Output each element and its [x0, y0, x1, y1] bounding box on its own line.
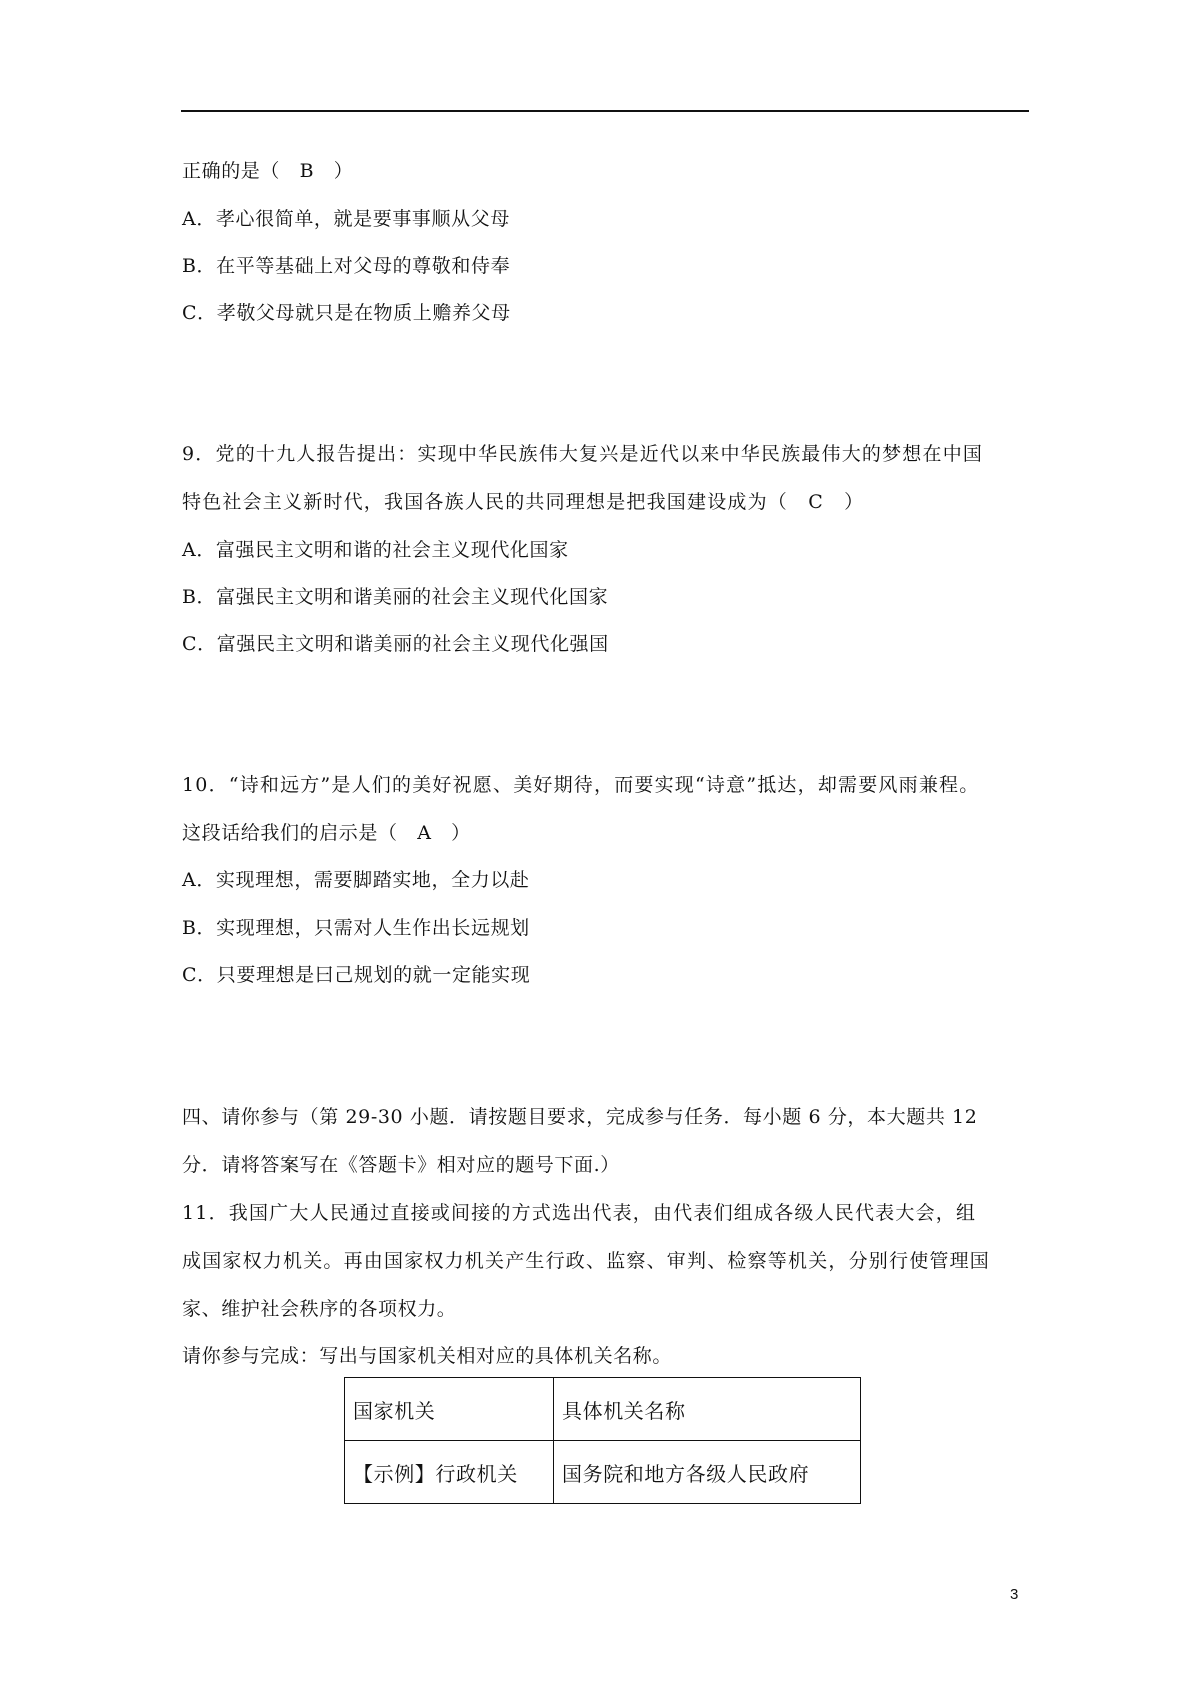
q10-stem-line-1: 10．“诗和远方”是人们的美好祝愿、美好期待，而要实现“诗意”抵达，却需要风雨兼程。 — [182, 774, 980, 796]
q8-option-a: A．孝心很简单，就是要事事顺从父母 — [182, 208, 510, 230]
q11-stem-line-2: 成国家权力机关。再由国家权力机关产生行政、监察、审判、检察等机关，分别行使管理国 — [182, 1250, 991, 1272]
q8-stem-tail: 正确的是（ B ） — [182, 160, 354, 182]
q11-stem-line-1: 11．我国广大人民通过直接或间接的方式选出代表，由代表们组成各级人民代表大会，组 — [182, 1202, 977, 1224]
table-cell: 国务院和地方各级人民政府 — [554, 1441, 861, 1504]
section-4-heading-line-2: 分．请将答案写在《答题卡》相对应的题号下面.） — [182, 1154, 620, 1176]
q10-option-b: B．实现理想，只需对人生作出长远规划 — [182, 917, 530, 939]
q9-option-b: B．富强民主文明和谐美丽的社会主义现代化国家 — [182, 586, 609, 608]
table-header-cell: 国家机关 — [345, 1378, 554, 1441]
table-header-cell: 具体机关名称 — [554, 1378, 861, 1441]
q9-option-a: A．富强民主文明和谐的社会主义现代化国家 — [182, 539, 569, 561]
q10-stem-line-2: 这段话给我们的启示是（ A ） — [182, 822, 471, 844]
q9-stem-line-1: 9．党的十九人报告提出：实现中华民族伟大复兴是近代以来中华民族最伟大的梦想在中国 — [182, 443, 984, 465]
q9-stem-line-2: 特色社会主义新时代，我国各族人民的共同理想是把我国建设成为（ C ） — [182, 491, 865, 513]
table-header-row — [345, 1378, 861, 1441]
table-cell: 【示例】行政机关 — [345, 1441, 554, 1504]
q10-option-a: A．实现理想，需要脚踏实地，全力以赴 — [182, 869, 530, 891]
header-rule — [181, 110, 1029, 112]
page-number: 3 — [1010, 1586, 1019, 1603]
q9-option-c: C．富强民主文明和谐美丽的社会主义现代化强国 — [182, 633, 609, 655]
q8-option-b: B．在平等基础上对父母的尊敬和侍奉 — [182, 255, 511, 277]
q10-option-c: C．只要理想是曰己规划的就一定能实现 — [182, 964, 531, 986]
q8-option-c: C．孝敬父母就只是在物质上赡养父母 — [182, 302, 511, 324]
q11-instruction: 请你参与完成：写出与国家机关相对应的具体机关名称。 — [182, 1345, 673, 1367]
table-row — [345, 1441, 861, 1504]
state-organs-table — [344, 1377, 861, 1504]
section-4-heading-line-1: 四、请你参与（第 29-30 小题．请按题目要求，完成参与任务．每小题 6 分，本大题共 12 — [182, 1106, 978, 1128]
q11-stem-line-3: 家、维护社会秩序的各项权力。 — [182, 1298, 457, 1320]
